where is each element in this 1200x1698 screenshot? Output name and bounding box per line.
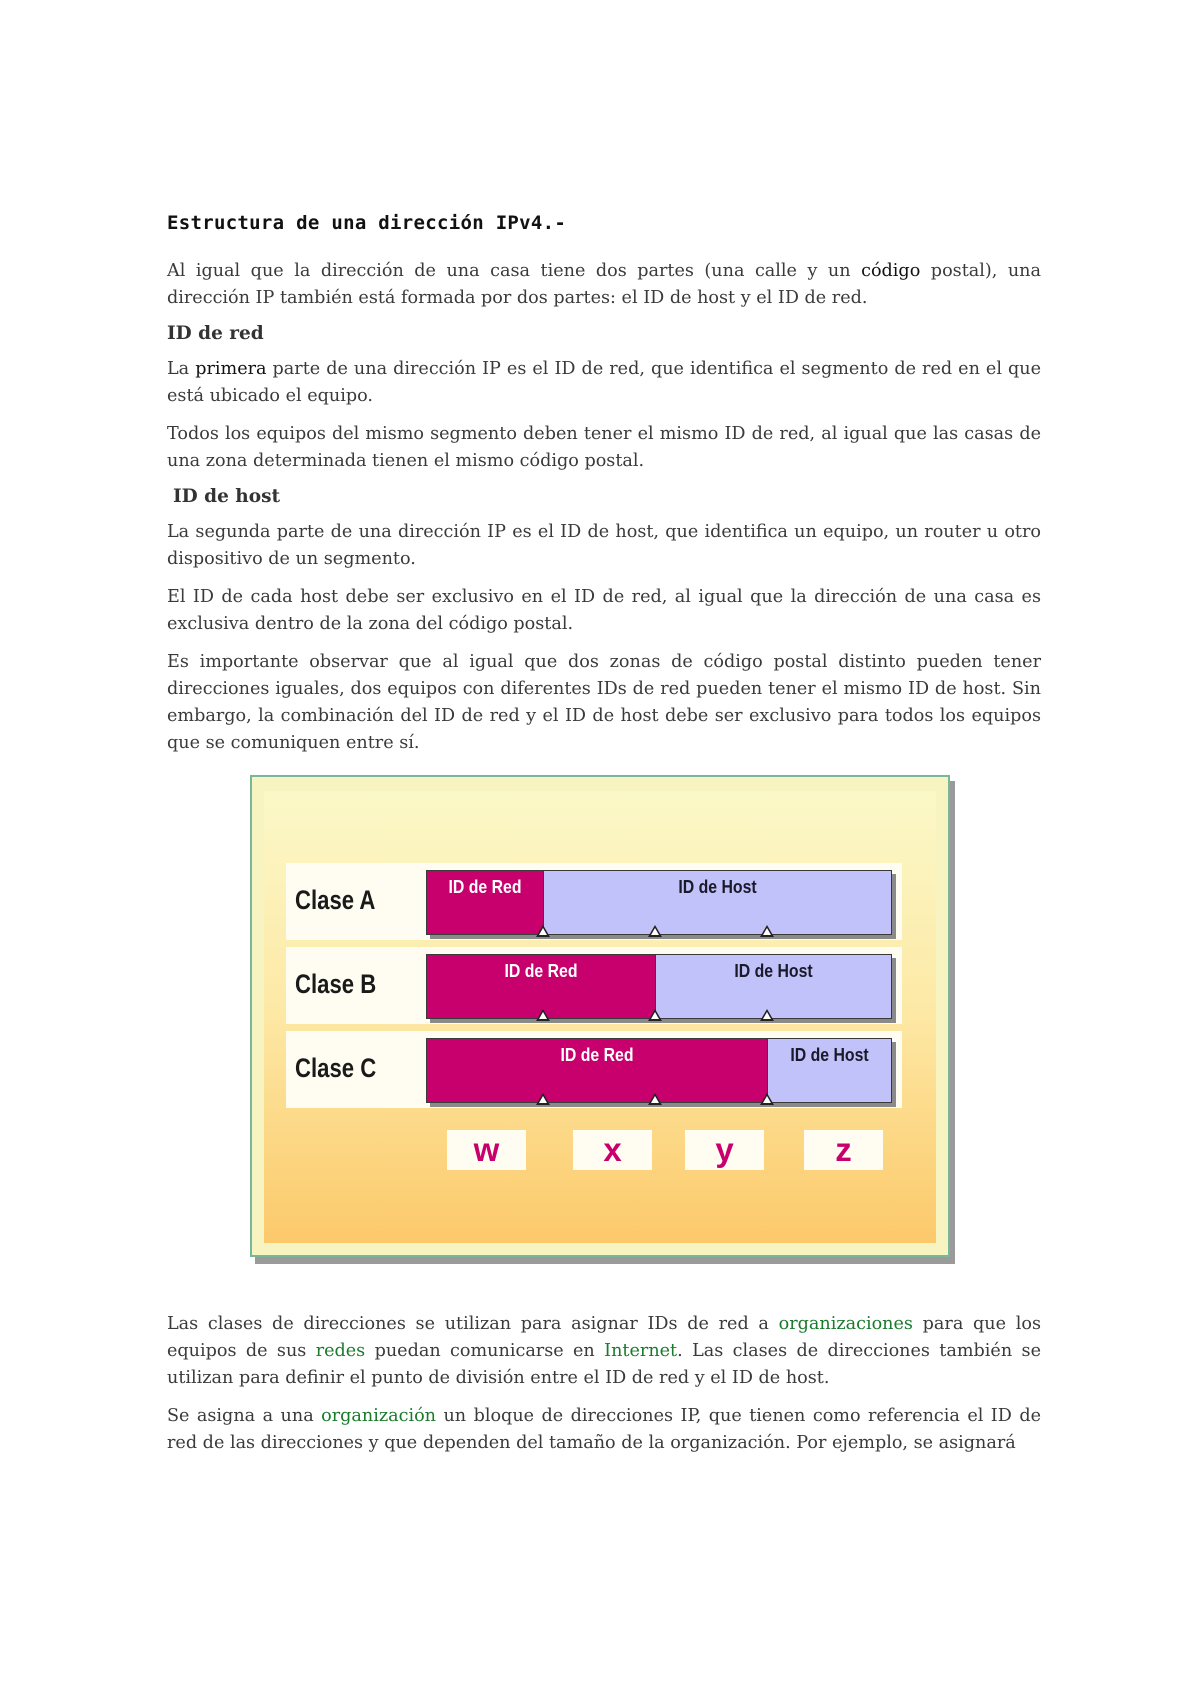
red-p1-text-2: parte de una dirección IP es el ID de red, que identifica el segmento de red en el que está ubicado el equipo. <box>167 359 1042 406</box>
red-p1-text-1: La <box>167 359 196 379</box>
octet-divider-marker <box>648 925 662 937</box>
network-id-segment <box>427 871 543 934</box>
intro-emph: código <box>861 261 921 281</box>
network-id-segment <box>427 1039 767 1102</box>
octet-divider-marker <box>536 925 550 937</box>
octet-label-x: x <box>573 1130 652 1170</box>
octet-label-z: z <box>804 1130 883 1170</box>
host-id-segment <box>543 871 891 934</box>
classes-text-3: puedan comunicarse en <box>365 1341 605 1361</box>
intro-text-1: Al igual que la dirección de una casa tiene dos partes (una calle y un <box>167 261 862 281</box>
octet-label-y: y <box>685 1130 764 1170</box>
octet-divider-marker <box>760 1093 774 1105</box>
document-page <box>167 212 1041 1468</box>
classes-text-2: para que los equipos de sus <box>167 1314 1041 1361</box>
address-bar <box>426 870 892 935</box>
host-id-segment <box>767 1039 891 1102</box>
red-paragraph-1 <box>167 356 1041 410</box>
network-id-label: ID de Red <box>504 961 578 981</box>
link-organizacion[interactable]: organización <box>321 1406 437 1426</box>
host-id-label: ID de Host <box>678 877 757 897</box>
assignment-text-1: Se asigna a una <box>167 1406 322 1426</box>
link-redes[interactable]: redes <box>315 1341 366 1361</box>
host-paragraph-3: Es importante observar que al igual que dos zonas de código postal distinto pueden tener direcciones iguales, dos equipos con diferentes IDs de red pueden tener el mismo ID de host. Sin embargo, la combinación del ID de red y el ID de host debe ser exclusivo para todos los equipos que se comuniquen entre sí. <box>167 652 1041 753</box>
red-paragraph-2: Todos los equipos del mismo segmento deben tener el mismo ID de red, al igual que las casas de una zona determinada tienen el mismo código postal. <box>167 424 1041 471</box>
link-organizaciones[interactable]: organizaciones <box>778 1314 913 1334</box>
classes-text-1: Las clases de direcciones se utilizan para asignar IDs de red a <box>167 1314 779 1334</box>
page-title: Estructura de una dirección IPv4.- <box>167 212 567 234</box>
link-internet[interactable]: Internet <box>604 1341 678 1361</box>
heading-id-de-host: ID de host <box>173 486 281 507</box>
intro-text-2: postal), una dirección IP también está formada por dos partes: el ID de host y el ID de red. <box>167 261 1041 308</box>
red-p1-emph: primera <box>195 359 267 379</box>
octet-divider-marker <box>648 1093 662 1105</box>
network-id-label: ID de Red <box>448 877 522 897</box>
diagram-panel <box>264 791 936 1243</box>
classes-text-4: . Las clases de direcciones también se utilizan para definir el punto de división entre el ID de red y el ID de host. <box>167 1341 1041 1388</box>
octet-divider-marker <box>760 925 774 937</box>
assignment-text-2: un bloque de direcciones IP, que tienen como referencia el ID de red de las direcciones y que dependen del tamaño de la organización. Por ejemplo, se asignará <box>167 1406 1041 1453</box>
octet-divider-marker <box>536 1093 550 1105</box>
class-label: Clase B <box>295 969 377 999</box>
address-bar <box>426 954 892 1019</box>
heading-id-de-red: ID de red <box>167 323 264 344</box>
classes-paragraph <box>167 1311 1041 1392</box>
host-paragraph-1: La segunda parte de una dirección IP es el ID de host, que identifica un equipo, un router u otro dispositivo de un segmento. <box>167 522 1041 569</box>
octet-divider-marker <box>648 1009 662 1021</box>
host-id-label: ID de Host <box>790 1045 869 1065</box>
assignment-paragraph <box>167 1403 1041 1457</box>
class-row-c <box>286 1031 902 1108</box>
octet-label-w: w <box>447 1130 526 1170</box>
network-id-label: ID de Red <box>560 1045 634 1065</box>
octet-divider-marker <box>536 1009 550 1021</box>
host-paragraph-2: El ID de cada host debe ser exclusivo en el ID de red, al igual que la dirección de una casa es exclusiva dentro de la zona del código postal. <box>167 587 1041 634</box>
class-row-a <box>286 863 902 940</box>
octet-divider-marker <box>760 1009 774 1021</box>
class-label: Clase C <box>295 1053 377 1083</box>
class-row-b <box>286 947 902 1024</box>
address-bar <box>426 1038 892 1103</box>
ip-class-diagram <box>167 771 1041 1287</box>
class-label: Clase A <box>295 885 376 915</box>
host-id-label: ID de Host <box>734 961 813 981</box>
diagram-frame <box>250 775 950 1257</box>
intro-paragraph <box>167 258 1041 312</box>
